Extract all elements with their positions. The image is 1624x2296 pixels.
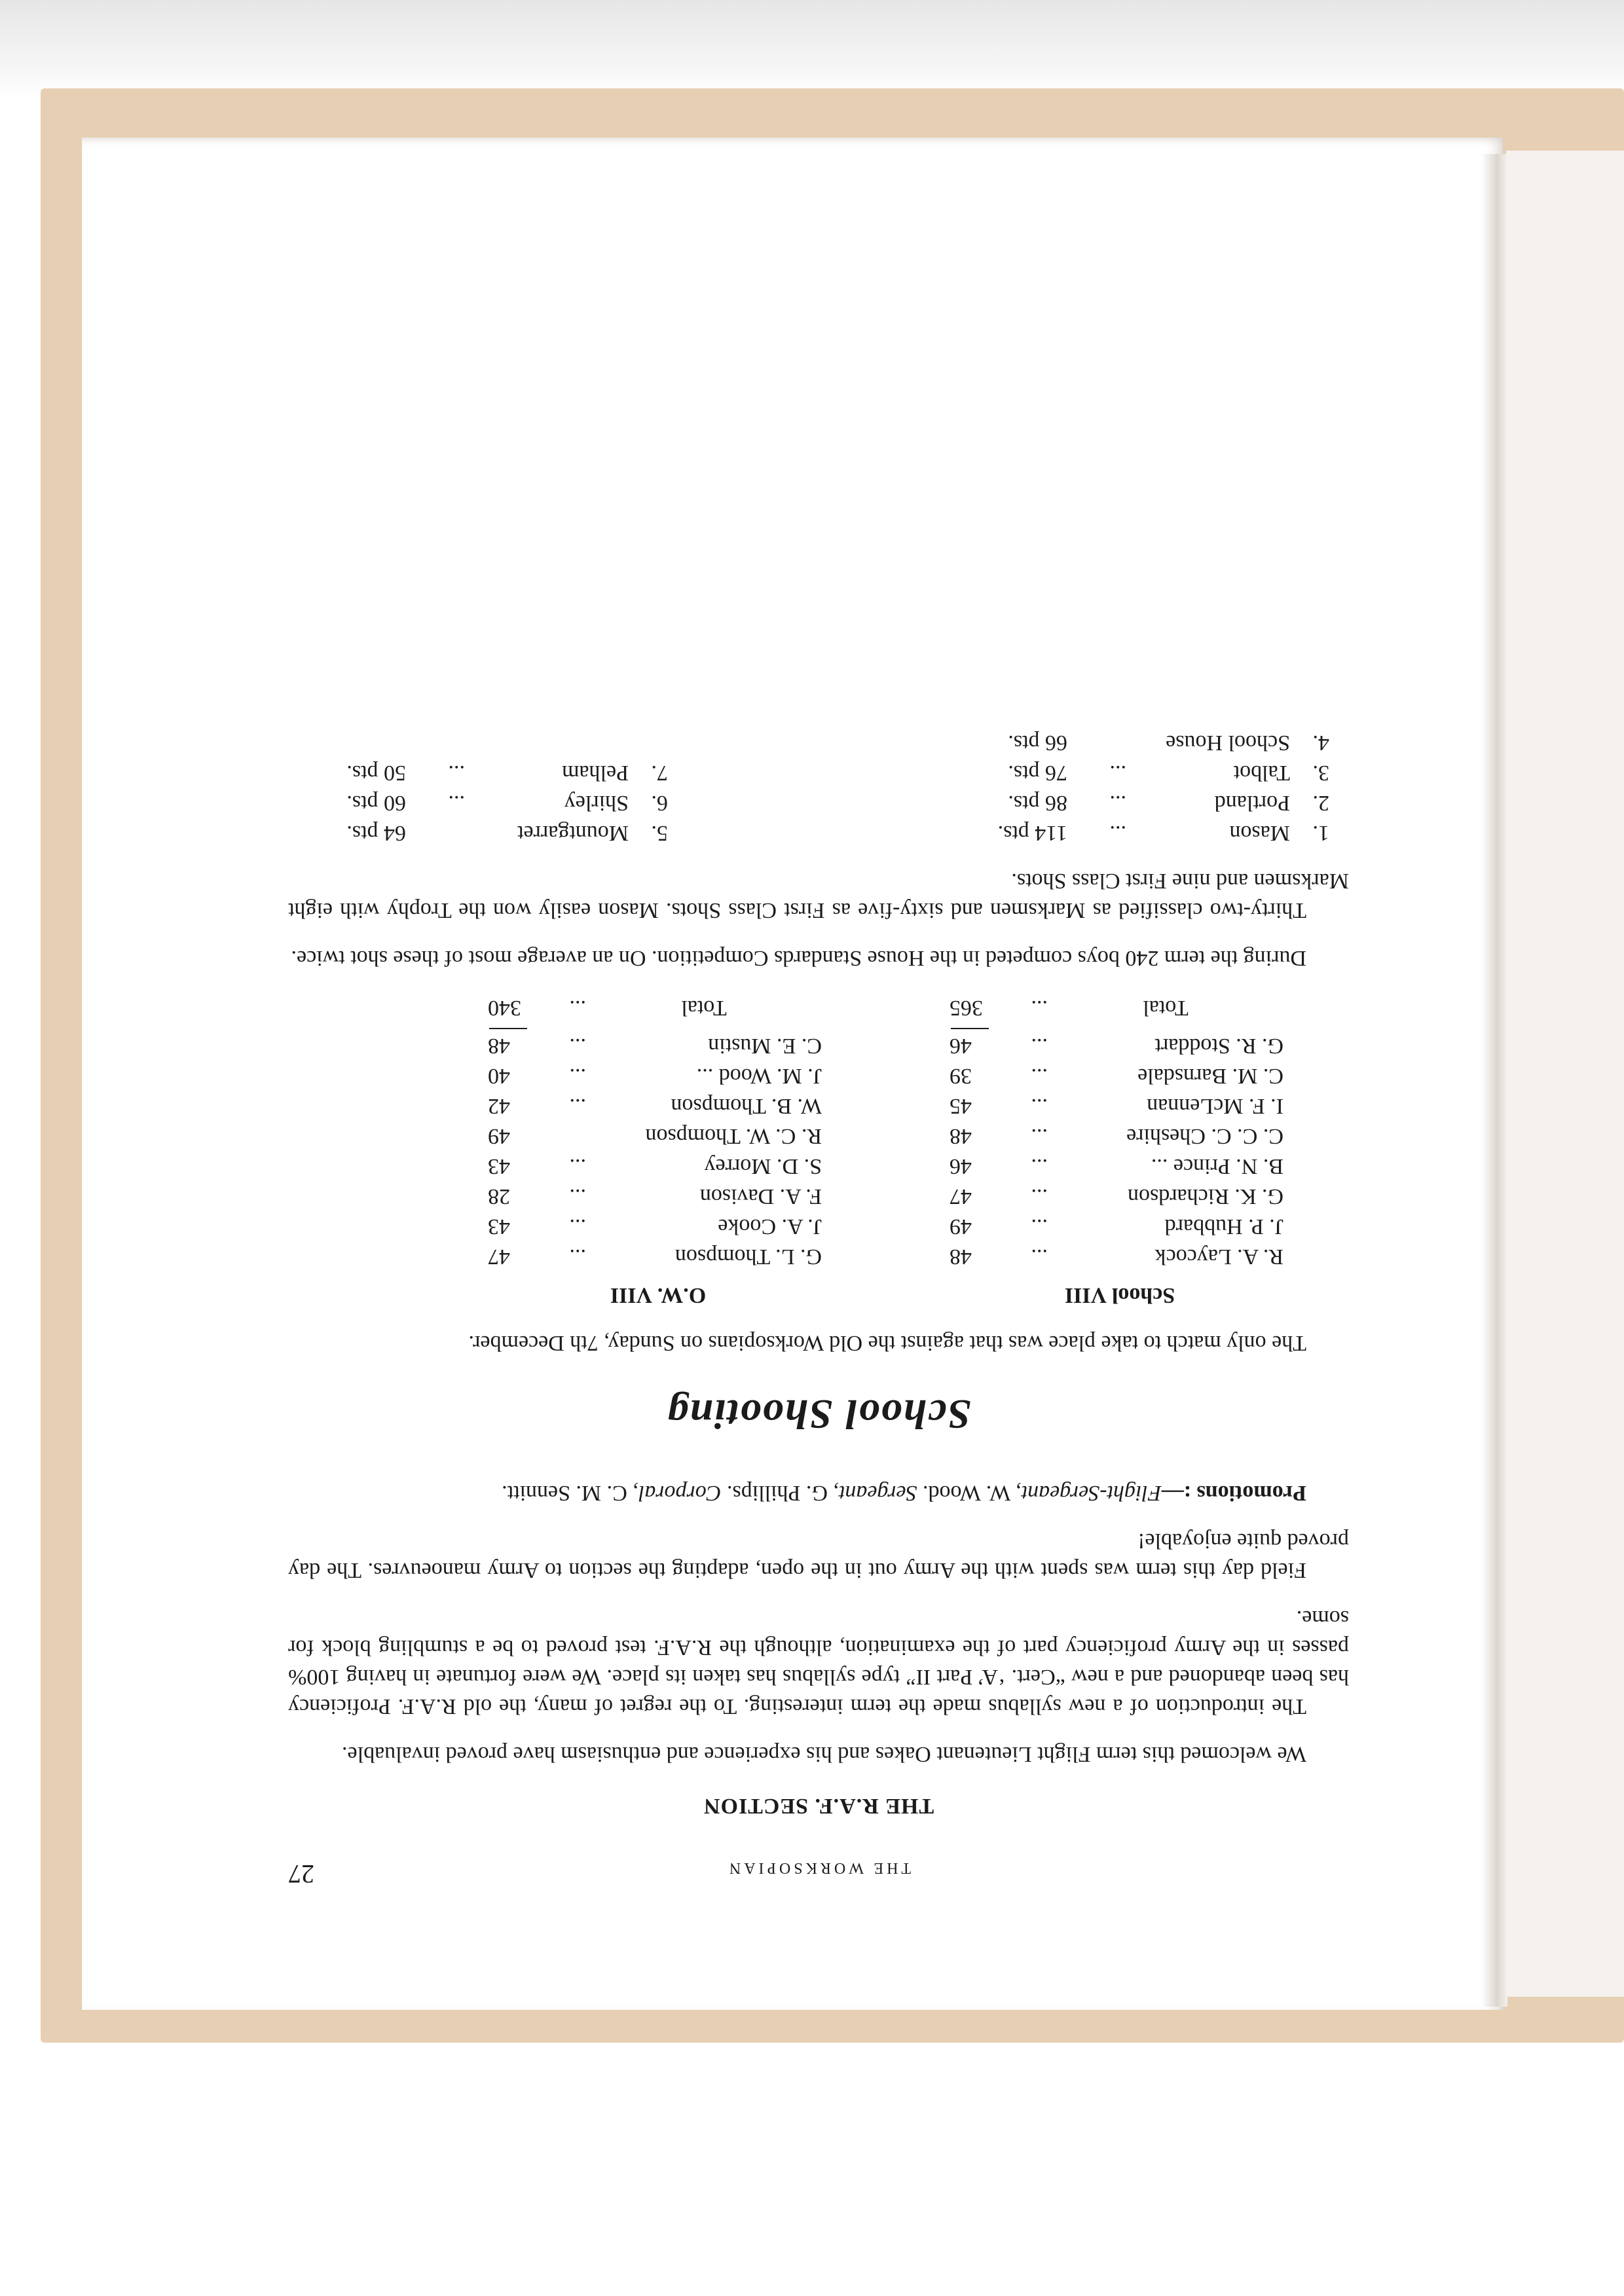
shooter-score: 28 xyxy=(488,1184,510,1209)
team-row xyxy=(360,1091,822,1121)
standing-entry xyxy=(668,727,1349,757)
printed-page-content xyxy=(288,363,1349,1889)
total-rule xyxy=(489,1028,527,1029)
leader-dots xyxy=(1067,727,1126,757)
standing-entry xyxy=(668,788,1349,818)
leader-dots: ... xyxy=(569,1214,586,1239)
team-row xyxy=(822,1241,1283,1271)
standings-row xyxy=(288,757,1349,788)
shooter-score: 40 xyxy=(488,1064,510,1088)
shooter-score: 48 xyxy=(950,1124,972,1148)
promotion-name: C. M. Sennitt. xyxy=(502,1481,633,1505)
standing-entry xyxy=(668,757,1349,788)
promotion-rank: Corporal, xyxy=(633,1481,722,1505)
standing-entry xyxy=(288,757,668,788)
team-total-row xyxy=(822,993,1283,1023)
leader-dots: ... xyxy=(569,1064,586,1088)
house-standings xyxy=(288,727,1349,848)
page-gutter xyxy=(1481,154,1507,2007)
team-row xyxy=(822,1151,1283,1181)
standings-row xyxy=(288,727,1349,757)
promotion-name: G. Phillips. xyxy=(721,1481,834,1505)
shooter-score: 45 xyxy=(950,1094,972,1118)
shooter-name: G. R. Stoddart xyxy=(1154,1034,1283,1058)
shooter-name: J. A. Cooke xyxy=(718,1214,822,1239)
leader-dots: ... xyxy=(569,1094,586,1118)
team-total: 365 xyxy=(950,996,983,1020)
leader-dots: ... xyxy=(569,996,586,1020)
shooter-score: 49 xyxy=(488,1124,510,1148)
running-title: THE WORKSOPIAN xyxy=(726,1859,912,1876)
house-name: School House xyxy=(1166,731,1290,755)
leader-dots xyxy=(534,1121,586,1151)
page-number: 27 xyxy=(288,1859,314,1889)
team-row xyxy=(822,1091,1283,1121)
total-label: Total xyxy=(1143,996,1189,1020)
team-row xyxy=(822,1061,1283,1091)
scanner-bottom-margin xyxy=(0,2043,1624,2296)
leader-dots xyxy=(406,818,465,848)
team-row xyxy=(360,1241,822,1271)
standing-entry xyxy=(288,818,668,848)
total-rule xyxy=(951,1028,989,1029)
team-row xyxy=(360,1151,822,1181)
adjacent-page-edge xyxy=(1506,151,1624,1997)
standing-position: 5. xyxy=(651,821,668,845)
shooter-score: 48 xyxy=(950,1245,972,1269)
leader-dots: ... xyxy=(1031,1184,1048,1209)
standing-entry xyxy=(288,788,668,818)
team-total: 340 xyxy=(488,996,521,1020)
house-name: Portland xyxy=(1214,791,1290,815)
leader-dots: ... xyxy=(1031,1094,1048,1118)
standings-row xyxy=(288,788,1349,818)
leader-dots: ... xyxy=(1031,1064,1048,1088)
house-points: 114 pts. xyxy=(997,821,1067,845)
leader-dots: ... xyxy=(569,1154,586,1178)
leader-dots: ... xyxy=(1109,791,1126,815)
shooter-name: C. C. C. Cheshire xyxy=(1126,1124,1283,1148)
shooter-score: 43 xyxy=(488,1214,510,1239)
leader-dots: ... xyxy=(448,791,465,815)
shooter-score: 47 xyxy=(950,1184,972,1209)
school-team-heading: School VIII xyxy=(1064,1283,1175,1307)
team-row xyxy=(822,1181,1283,1211)
shooter-score: 46 xyxy=(950,1034,972,1058)
shooter-score: 39 xyxy=(950,1064,972,1088)
standing-position: 7. xyxy=(651,761,668,785)
total-rule-row xyxy=(360,1023,822,1030)
shooter-name: G. L. Thompson xyxy=(674,1245,822,1269)
house-name: Shirley xyxy=(564,791,629,815)
promotion-name: W. Wood. xyxy=(917,1481,1016,1505)
house-points: 86 pts. xyxy=(1008,791,1067,815)
shooter-name: C. E. Mustin xyxy=(708,1034,822,1058)
school-shooting-title: School Shooting xyxy=(666,1391,971,1438)
team-row xyxy=(360,1030,822,1061)
leader-dots: ... xyxy=(1109,821,1126,845)
leader-dots: ... xyxy=(448,761,465,785)
standing-position: 4. xyxy=(1312,731,1329,755)
shooter-name: F. A. Davison xyxy=(699,1184,822,1209)
leader-dots: ... xyxy=(1031,1124,1048,1148)
raf-section-heading: THE R.A.F. SECTION xyxy=(703,1794,934,1818)
ow-team-table xyxy=(360,993,822,1310)
scanner-top-margin xyxy=(0,0,1624,98)
shooter-score: 43 xyxy=(488,1154,510,1178)
promotions-paragraph xyxy=(288,1478,1349,1508)
house-points: 50 pts. xyxy=(346,761,406,785)
house-name: Mason xyxy=(1229,821,1290,845)
match-results xyxy=(288,993,1349,1310)
shooter-name: R. A. Laycock xyxy=(1154,1245,1283,1269)
classification-paragraph: Thirty-two classified as Marksmen and sixty-five as First Class Shots. Mason easily won the Trophy with eight Marksmen and nine First Class Shots. xyxy=(288,869,1349,922)
shooter-name: I. F. McLennan xyxy=(1147,1094,1283,1118)
raf-paragraph: Field day this term was spent with the Army out in the open, adapting the section to Army manoeuvres. The day proved quite enjoyable! xyxy=(288,1529,1349,1582)
leader-dots: ... xyxy=(1031,1154,1048,1178)
shooter-score: 49 xyxy=(950,1214,972,1239)
standing-position: 6. xyxy=(651,791,668,815)
team-row xyxy=(822,1030,1283,1061)
house-points: 76 pts. xyxy=(1008,761,1067,785)
shooter-name: S. D. Morrey xyxy=(704,1154,822,1178)
running-head xyxy=(288,1850,1349,1889)
total-label: Total xyxy=(681,996,727,1020)
house-name: Talbot xyxy=(1233,761,1290,785)
leader-dots: ... xyxy=(1031,996,1048,1020)
team-row xyxy=(360,1061,822,1091)
school-team-table xyxy=(822,993,1283,1310)
shooter-name: C. M. Barnsdale xyxy=(1137,1064,1283,1088)
leader-dots: ... xyxy=(569,1184,586,1209)
house-points: 64 pts. xyxy=(346,821,406,845)
standing-position: 1. xyxy=(1312,821,1329,845)
shooter-score: 48 xyxy=(488,1034,510,1058)
standards-paragraph: During the term 240 boys competed in the House Standards Competition. On an average most of these shot twice. xyxy=(291,946,1306,970)
promotion-rank: Sergeant, xyxy=(833,1481,917,1505)
ow-team-heading: O.W. VIII xyxy=(610,1283,707,1307)
leader-dots: ... xyxy=(569,1245,586,1269)
leader-dots: ... xyxy=(1031,1034,1048,1058)
leader-dots: ... xyxy=(1031,1214,1048,1239)
leader-dots: ... xyxy=(1031,1245,1048,1269)
raf-paragraph: The introduction of a new syllabus made the term interesting. To the regret of many, the old R.A.F. Proficiency has been abandoned and a new “Cert. ‘A’ Part II” type syllabus has taken its place. We were fortunate in having 100% passes in the Army proficiency part of the examination, although the R.A.F. test proved to be a stumbling block for some. xyxy=(288,1606,1349,1719)
promotion-rank: Flight-Sergeant, xyxy=(1016,1481,1162,1505)
shooter-score: 46 xyxy=(950,1154,972,1178)
team-row xyxy=(360,1181,822,1211)
shooter-name: J. M. Wood ... xyxy=(696,1064,822,1088)
house-points: 66 pts. xyxy=(1008,731,1067,755)
house-name: Pelham xyxy=(562,761,629,785)
standings-row xyxy=(288,818,1349,848)
shooter-name: B. N. Prince ... xyxy=(1151,1154,1283,1178)
house-points: 60 pts. xyxy=(346,791,406,815)
shooter-name: J. P. Hubbard xyxy=(1164,1214,1283,1239)
promotions-label: Promotions :— xyxy=(1161,1481,1306,1505)
team-row xyxy=(822,1211,1283,1241)
team-row xyxy=(360,1211,822,1241)
standing-position: 3. xyxy=(1312,761,1329,785)
house-name: Mountgarret xyxy=(517,821,629,845)
match-intro-paragraph: The only match to take place was that against the Old Worksopians on Sunday, 7th December. xyxy=(468,1331,1306,1355)
team-row xyxy=(822,1121,1283,1151)
leader-dots: ... xyxy=(1109,761,1126,785)
leader-dots: ... xyxy=(569,1034,586,1058)
total-rule-row xyxy=(822,1023,1283,1030)
shooter-name: R. C. W. Thompson xyxy=(645,1124,822,1148)
team-total-row xyxy=(360,993,822,1023)
shooter-name: G. K. Richardson xyxy=(1128,1184,1283,1209)
shooter-score: 47 xyxy=(488,1245,510,1269)
standing-entry xyxy=(668,818,1349,848)
raf-paragraph: We welcomed this term Flight Lieutenant Oakes and his experience and enthusiasm have proved invaluable. xyxy=(342,1742,1306,1766)
shooter-score: 42 xyxy=(488,1094,510,1118)
standing-position: 2. xyxy=(1312,791,1329,815)
shooter-name: W. B. Thompson xyxy=(671,1094,822,1118)
team-row xyxy=(360,1121,822,1151)
